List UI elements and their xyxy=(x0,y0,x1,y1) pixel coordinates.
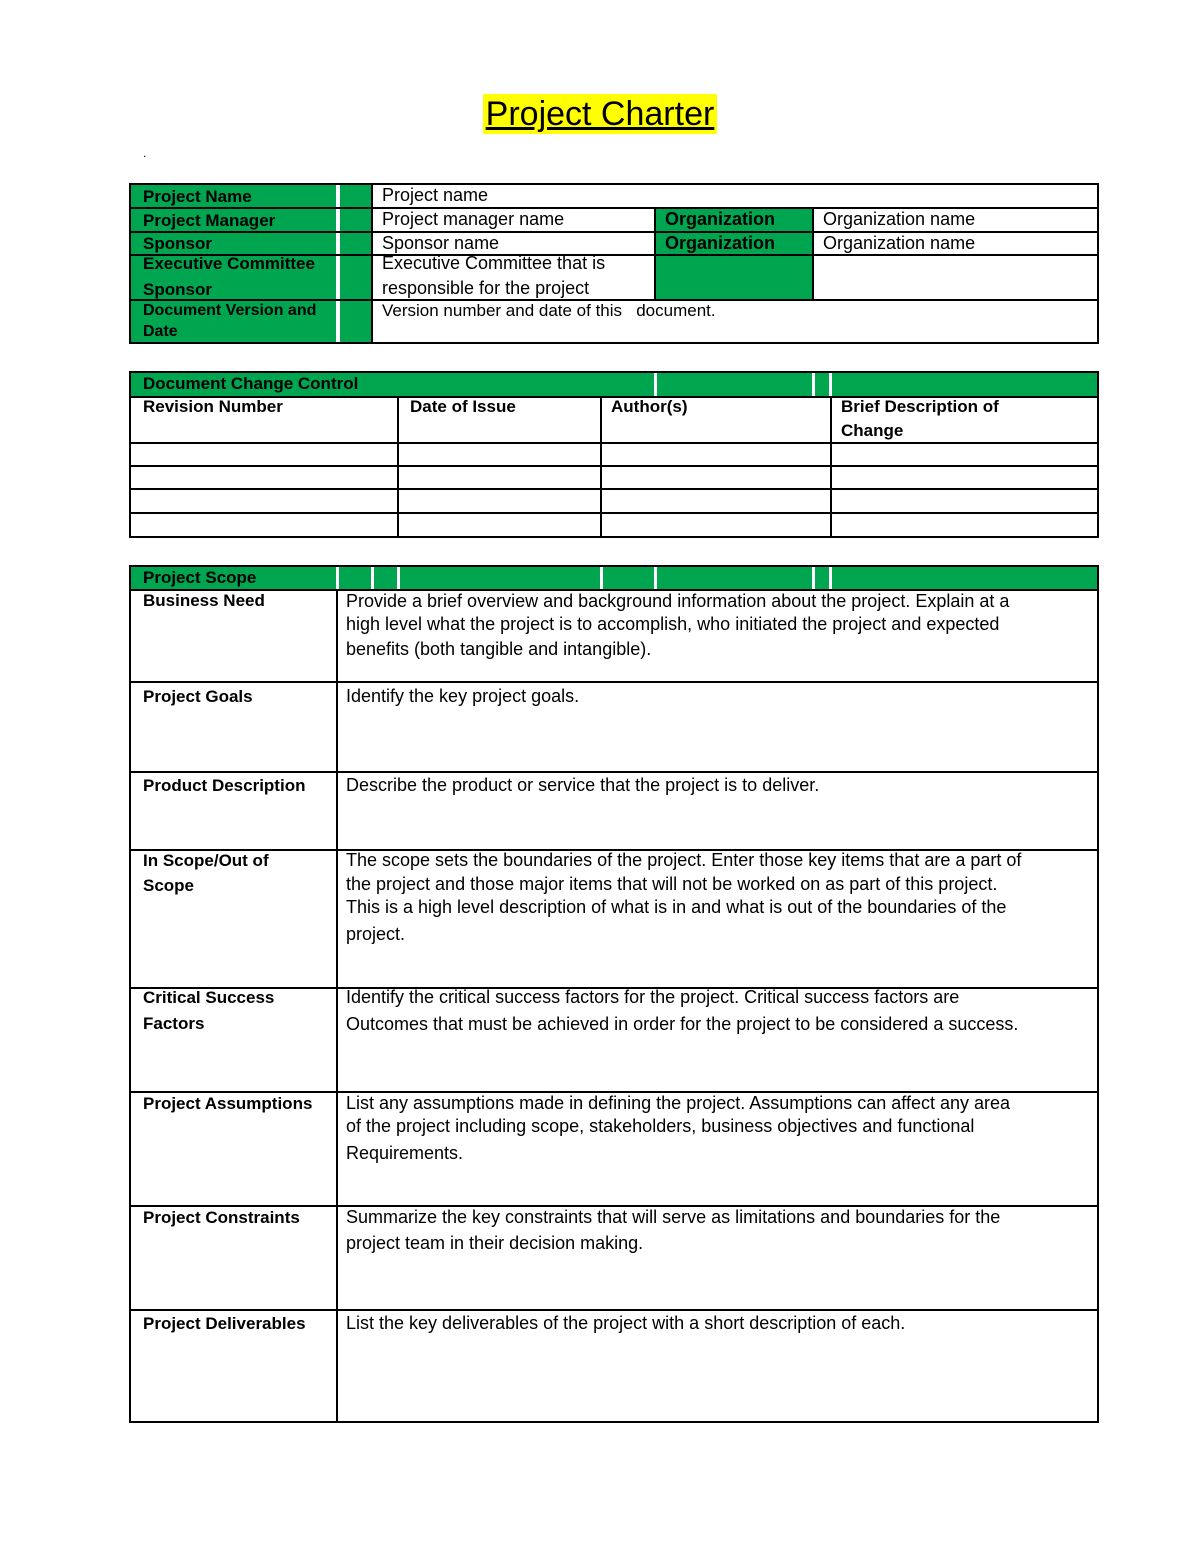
change-control-title: Document Change Control xyxy=(143,374,359,393)
project-name-value: Project name xyxy=(382,185,489,205)
column-brief-description-line1: Brief Description of xyxy=(841,397,999,416)
title-container xyxy=(0,94,1200,134)
column-brief-description-line2: Change xyxy=(841,421,904,440)
business-need-label: Business Need xyxy=(143,591,265,610)
exec-committee-value-line2: responsible for the project xyxy=(382,278,590,298)
doc-version-value: Version number and date of this document. xyxy=(382,301,716,320)
exec-committee-value-line1: Executive Committee that is xyxy=(382,253,606,273)
project-goals-text: Identify the key project goals. xyxy=(346,686,580,706)
project-deliverables-label: Project Deliverables xyxy=(143,1314,306,1333)
organization-value-2: Organization name xyxy=(823,233,976,253)
organization-label-1: Organization xyxy=(665,209,776,229)
project-constraints-label: Project Constraints xyxy=(143,1208,300,1227)
project-assumptions-label: Project Assumptions xyxy=(143,1094,313,1113)
project-assumptions-text-line1: List any assumptions made in defining the project. Assumptions can affect any area xyxy=(346,1093,1011,1113)
business-need-text-line2: high level what the project is to accomplish, who initiated the project and expected xyxy=(346,614,1000,634)
in-scope-label-line2: Scope xyxy=(143,876,195,895)
doc-version-label-line2: Date xyxy=(143,323,178,340)
in-scope-text-line4: project. xyxy=(346,924,406,944)
column-revision-number: Revision Number xyxy=(143,397,283,416)
column-date-of-issue: Date of Issue xyxy=(410,397,516,416)
stray-marker: . xyxy=(143,146,147,160)
exec-committee-label-line2: Sponsor xyxy=(143,280,212,299)
exec-committee-label-line1: Executive Committee xyxy=(143,254,315,273)
project-name-label: Project Name xyxy=(143,187,252,206)
column-authors: Author(s) xyxy=(611,397,688,416)
doc-version-label-line1: Document Version and xyxy=(143,302,317,319)
in-scope-text-line2: the project and those major items that will not be worked on as part of this project. xyxy=(346,874,998,894)
critical-success-text-line1: Identify the critical success factors for the project. Critical success factors are xyxy=(346,987,960,1007)
document-title: Project Charter xyxy=(483,94,718,134)
project-assumptions-text-line3: Requirements. xyxy=(346,1143,464,1163)
critical-success-label-line2: Factors xyxy=(143,1014,205,1033)
project-manager-label: Project Manager xyxy=(143,211,276,230)
organization-label-2: Organization xyxy=(665,233,776,253)
business-need-text-line3: benefits (both tangible and intangible). xyxy=(346,639,652,659)
in-scope-text-line1: The scope sets the boundaries of the project. Enter those key items that are a part of xyxy=(346,850,1022,870)
critical-success-label-line1: Critical Success xyxy=(143,988,275,1007)
organization-value-1: Organization name xyxy=(823,209,976,229)
sponsor-label: Sponsor xyxy=(143,234,212,253)
in-scope-text-line3: This is a high level description of what is in and what is out of the boundaries of the xyxy=(346,897,1007,917)
product-description-text: Describe the product or service that the project is to deliver. xyxy=(346,775,820,795)
project-manager-value: Project manager name xyxy=(382,209,565,229)
in-scope-label-line1: In Scope/Out of xyxy=(143,851,269,870)
product-description-label: Product Description xyxy=(143,776,306,795)
project-assumptions-text-line2: of the project including scope, stakeholders, business objectives and functional xyxy=(346,1116,975,1136)
project-goals-label: Project Goals xyxy=(143,687,253,706)
project-deliverables-text: List the key deliverables of the project with a short description of each. xyxy=(346,1313,906,1333)
sponsor-value: Sponsor name xyxy=(382,233,500,253)
critical-success-text-line2: Outcomes that must be achieved in order for the project to be considered a success. xyxy=(346,1014,1019,1034)
project-constraints-text-line1: Summarize the key constraints that will serve as limitations and boundaries for the xyxy=(346,1207,1001,1227)
project-constraints-text-line2: project team in their decision making. xyxy=(346,1233,644,1253)
project-scope-title: Project Scope xyxy=(143,568,257,587)
business-need-text-line1: Provide a brief overview and background information about the project. Explain at a xyxy=(346,591,1010,611)
